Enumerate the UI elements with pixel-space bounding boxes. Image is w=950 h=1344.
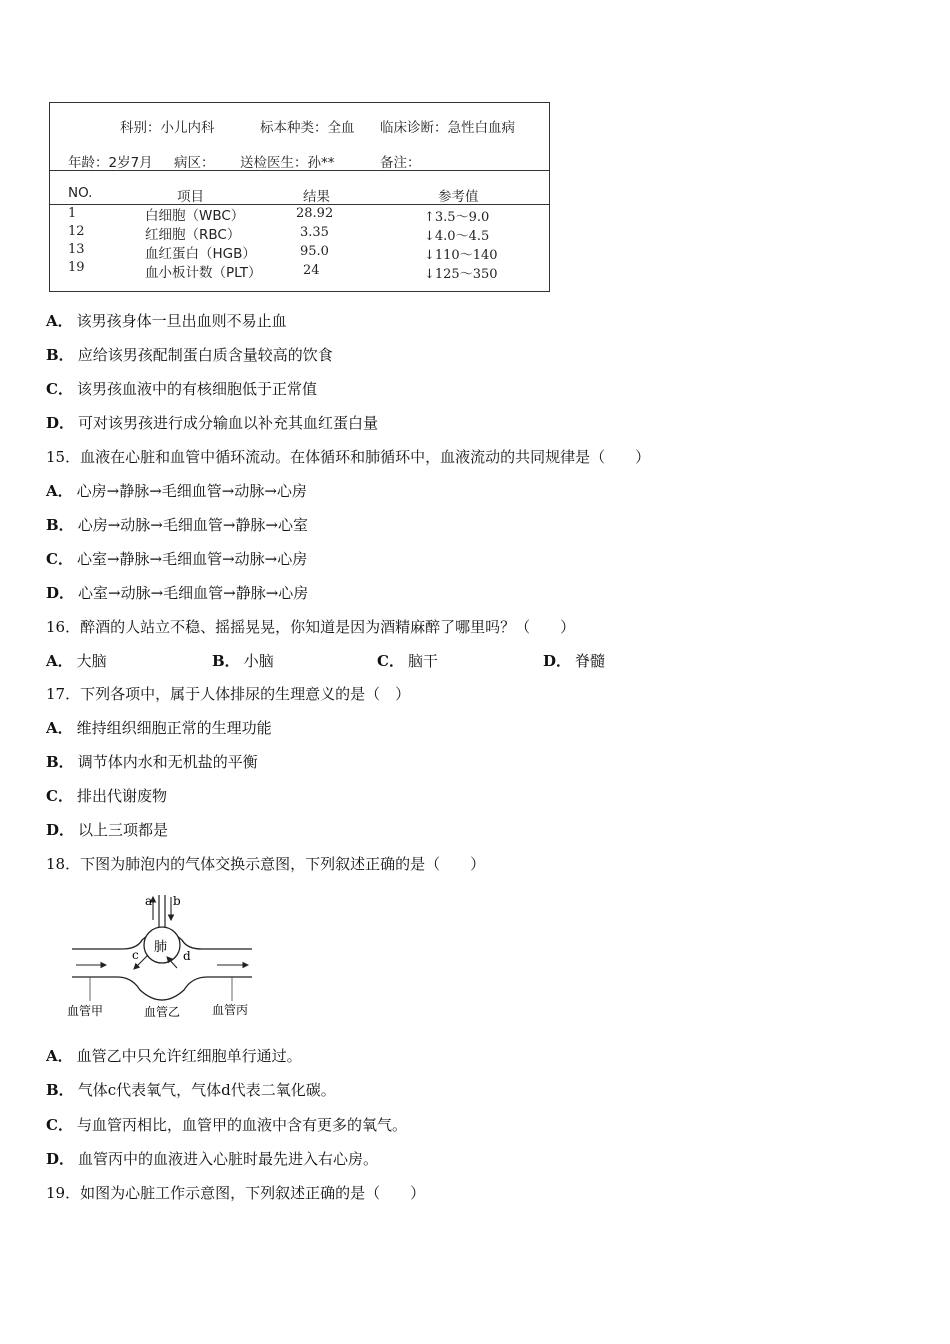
q17-option-a[interactable] (46, 718, 272, 738)
option-text: 可对该男孩进行成分输血以补充其血红蛋白量 (78, 414, 379, 432)
q17-option-b[interactable] (46, 752, 258, 772)
q18-option-c[interactable] (46, 1115, 407, 1135)
lab-department: 科别：小儿内科 (120, 120, 215, 136)
option-text: 脊髓 (575, 652, 606, 670)
lab-row-result: 28.92 (296, 206, 334, 221)
option-text: 心室→静脉→毛细血管→动脉→心房 (76, 550, 308, 568)
q15-option-a[interactable] (46, 481, 307, 501)
lab-divider-header (50, 204, 549, 205)
lab-row-item: 红细胞（RBC） (145, 227, 241, 243)
option-label: A． (46, 1047, 73, 1065)
option-label: C． (377, 652, 404, 670)
lab-doctor: 送检医生：孙** (240, 155, 335, 171)
lab-header-item: 项目 (177, 189, 204, 205)
lab-header-ref: 参考值 (438, 189, 479, 205)
q16-option-a[interactable] (46, 651, 107, 671)
label-b: b (173, 894, 181, 908)
label-a: a (145, 894, 153, 908)
option-label: A． (46, 312, 73, 330)
option-text: 气体c代表氧气，气体d代表二氧化碳。 (77, 1081, 336, 1099)
q15-option-c[interactable] (46, 549, 307, 569)
option-label: B． (46, 516, 74, 534)
option-label: D． (46, 821, 75, 839)
option-label: D． (46, 1150, 75, 1168)
option-label: A． (46, 482, 73, 500)
lab-divider-top (50, 170, 549, 171)
alveolus-gas-exchange-diagram (62, 885, 262, 1020)
q16-option-d[interactable] (543, 651, 605, 671)
option-text: 调节体内水和无机盐的平衡 (77, 753, 258, 771)
lab-specimen: 标本种类：全血 (260, 120, 355, 136)
option-text: 心房→动脉→毛细血管→静脉→心室 (77, 516, 308, 534)
vessel-label-3: 血管丙 (212, 1003, 249, 1017)
option-label: C． (46, 1116, 73, 1134)
option-text: 与血管丙相比，血管甲的血液中含有更多的氧气。 (76, 1116, 407, 1134)
option-label: B． (46, 346, 74, 364)
vessel-lower-wall (72, 977, 252, 1000)
option-text: 维持组织细胞正常的生理功能 (76, 719, 272, 737)
option-label: C． (46, 380, 73, 398)
lab-row-ref: ↓110～140 (424, 248, 498, 263)
vessel-upper-wall-right (176, 935, 252, 949)
lab-row-item: 血小板计数（PLT） (145, 265, 262, 281)
option-label: B． (46, 753, 74, 771)
option-text: 心房→静脉→毛细血管→动脉→心房 (76, 482, 307, 500)
option-text: 血管乙中只允许红细胞单行通过。 (76, 1047, 302, 1065)
q18-option-b[interactable] (46, 1080, 336, 1100)
q16-stem: 16．醉酒的人站立不稳、摇摇晃晃，你知道是因为酒精麻醉了哪里吗？（ ） (46, 618, 576, 636)
q15-option-b[interactable] (46, 515, 308, 535)
q17-stem: 17．下列各项中，属于人体排尿的生理意义的是（ ） (46, 685, 411, 703)
lab-header-no: NO. (68, 185, 93, 201)
option-label: D． (543, 652, 572, 670)
option-text: 心室→动脉→毛细血管→静脉→心房 (78, 584, 309, 602)
vessel-upper-wall (72, 935, 148, 949)
lab-ward: 病区： (174, 155, 215, 171)
lab-age: 年龄：2岁7月 (68, 155, 153, 171)
q17-option-d[interactable] (46, 820, 168, 840)
option-label: D． (46, 584, 75, 602)
lab-row-ref: ↑3.5～9.0 (424, 210, 490, 225)
option-label: B． (46, 1081, 74, 1099)
option-label: A． (46, 719, 73, 737)
option-text: 该男孩身体一旦出血则不易止血 (76, 312, 287, 330)
vessel-label-2: 血管乙 (144, 1005, 181, 1019)
q17-option-c[interactable] (46, 786, 167, 806)
lab-row-no: 19 (68, 260, 85, 275)
option-text: 小脑 (243, 652, 274, 670)
lab-row-result: 3.35 (300, 225, 329, 240)
option-text: 以上三项都是 (78, 821, 169, 839)
q18-option-a[interactable] (46, 1046, 302, 1066)
lab-row-ref: ↓4.0～4.5 (424, 229, 490, 244)
lab-header-result: 结果 (303, 189, 330, 205)
lab-report-table (49, 102, 550, 292)
label-d: d (183, 949, 191, 963)
option-label: A． (46, 652, 73, 670)
option-text: 脑干 (407, 652, 438, 670)
lab-row-no: 13 (68, 242, 85, 257)
lab-row-item: 血红蛋白（HGB） (145, 246, 256, 262)
option-label: C． (46, 787, 73, 805)
option-text: 血管丙中的血液进入心脏时最先进入右心房。 (78, 1150, 379, 1168)
option-text: 排出代谢废物 (76, 787, 167, 805)
q14-option-a[interactable] (46, 311, 287, 331)
option-label: B． (212, 652, 240, 670)
option-text: 该男孩血液中的有核细胞低于正常值 (76, 380, 317, 398)
alveolus-label: 肺 (154, 940, 168, 955)
option-text: 应给该男孩配制蛋白质含量较高的饮食 (77, 346, 333, 364)
q18-stem: 18．下图为肺泡内的气体交换示意图，下列叙述正确的是（ ） (46, 855, 486, 873)
lab-row-item: 白细胞（WBC） (145, 208, 245, 224)
lab-row-no: 12 (68, 224, 85, 239)
q14-option-c[interactable] (46, 379, 317, 399)
q19-stem: 19．如图为心脏工作示意图，下列叙述正确的是（ ） (46, 1184, 426, 1202)
q16-option-b[interactable] (212, 651, 274, 671)
option-label: C． (46, 550, 73, 568)
lab-row-ref: ↓125～350 (424, 267, 498, 282)
q15-option-d[interactable] (46, 583, 308, 603)
vessel-label-1: 血管甲 (67, 1004, 104, 1018)
q15-stem: 15．血液在心脏和血管中循环流动。在体循环和肺循环中，血液流动的共同规律是（ ） (46, 448, 651, 466)
lab-row-result: 24 (303, 263, 320, 278)
option-text: 大脑 (76, 652, 107, 670)
q14-option-d[interactable] (46, 413, 378, 433)
lab-diagnosis: 临床诊断：急性白血病 (380, 120, 515, 136)
lab-row-no: 1 (68, 206, 77, 221)
option-label: D． (46, 414, 75, 432)
q18-option-d[interactable] (46, 1149, 378, 1169)
q16-option-c[interactable] (377, 651, 438, 671)
label-c: c (132, 948, 139, 962)
lab-row-result: 95.0 (300, 244, 329, 259)
q14-option-b[interactable] (46, 345, 333, 365)
lab-remark: 备注： (380, 155, 421, 171)
